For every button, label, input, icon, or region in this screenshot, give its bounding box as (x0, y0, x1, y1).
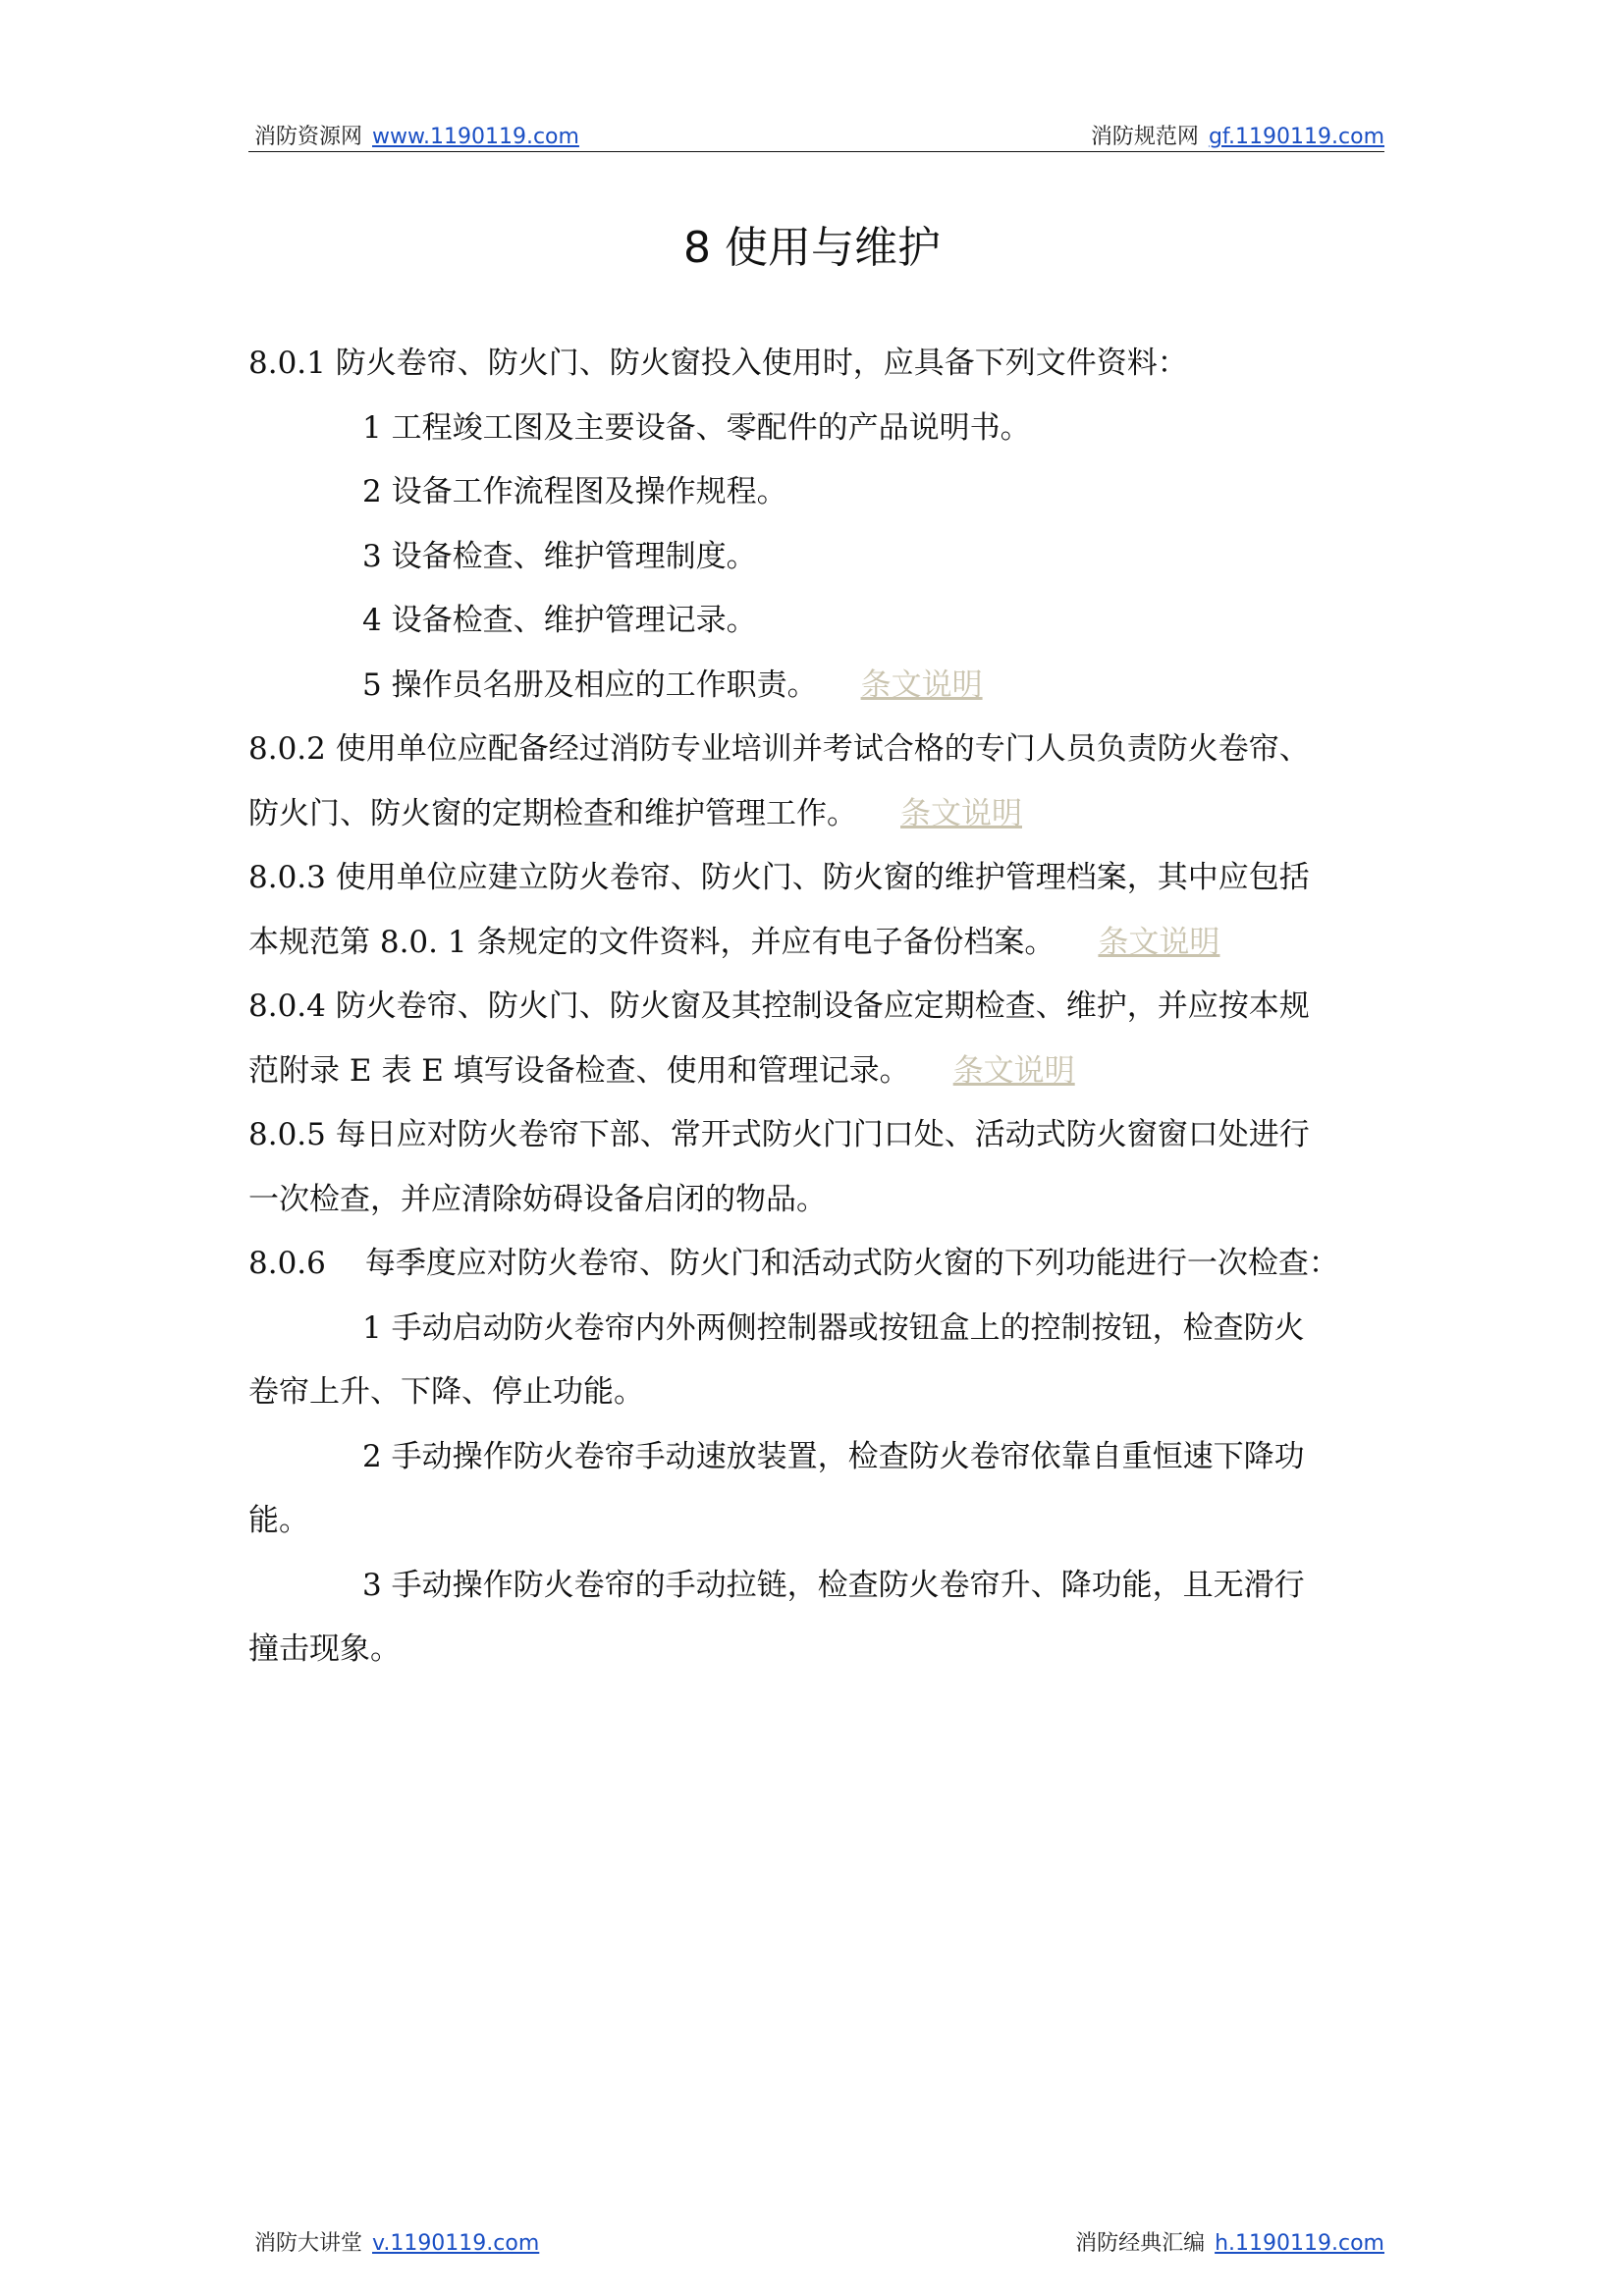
clause-8-0-3-line-2: 本规范第 8.0. 1 条规定的文件资料，并应有电子备份档案。 (248, 924, 1056, 960)
clause-8-0-1-item-1: 1 工程竣工图及主要设备、零配件的产品说明书。 (362, 409, 1031, 446)
clause-8-0-1-item-5: 5 操作员名册及相应的工作职责。 (362, 667, 818, 703)
clause-8-0-2-line-1: 8.0.2 使用单位应配备经过消防专业培训并考试合格的专门人员负责防火卷帘、 (248, 731, 1310, 767)
clause-8-0-6-item-1-line-2: 卷帘上升、下降、停止功能。 (248, 1374, 644, 1410)
footer-right-site-name: 消防经典汇编 (1075, 2231, 1206, 2256)
clause-8-0-6-item-3-line-2: 撞击现象。 (248, 1631, 401, 1667)
clause-8-0-6-item-2-line-2: 能。 (248, 1503, 309, 1538)
footer-left-link[interactable]: v.1190119.com (372, 2231, 540, 2256)
page-header (248, 120, 1384, 152)
clause-8-0-6-text: 每季度应对防火卷帘、防火门和活动式防火窗的下列功能进行一次检查： (364, 1246, 1339, 1281)
clause-8-0-1-item-2: 2 设备工作流程图及操作规程。 (362, 474, 787, 509)
clause-8-0-6 (248, 1232, 1392, 1297)
header-left-site-name: 消防资源网 (254, 125, 363, 149)
clause-8-0-4-line-2-row (248, 1040, 1392, 1104)
clause-8-0-2-line-2: 防火门、防火窗的定期检查和维护管理工作。 (248, 795, 857, 831)
clause-8-0-6-item-1-line-1: 1 手动启动防火卷帘内外两侧控制器或按钮盒上的控制按钮，检查防火 (362, 1309, 1305, 1346)
clause-8-0-1-item-3: 3 设备检查、维护管理制度。 (362, 538, 757, 574)
document-body (248, 332, 1392, 1682)
header-right-site-name: 消防规范网 (1090, 125, 1199, 149)
clause-8-0-6-number: 8.0.6 (248, 1246, 326, 1281)
clause-8-0-1-item-5-line (248, 654, 1392, 719)
page-footer (248, 2226, 1384, 2258)
header-left (254, 120, 579, 150)
clause-8-0-5-line-2: 一次检查，并应清除妨碍设备启闭的物品。 (248, 1181, 827, 1217)
clause-8-0-4-line-2: 范附录 E 表 E 填写设备检查、使用和管理记录。 (248, 1052, 910, 1089)
clause-8-0-3-line-1: 8.0.3 使用单位应建立防火卷帘、防火门、防火窗的维护管理档案，其中应包括 (248, 860, 1310, 895)
clause-8-0-2-line-2-row (248, 782, 1392, 847)
footer-right-link[interactable]: h.1190119.com (1215, 2231, 1384, 2256)
clause-8-0-4-line-1: 8.0.4 防火卷帘、防火门、防火窗及其控制设备应定期检查、维护，并应按本规 (248, 988, 1310, 1024)
footer-right (1075, 2226, 1384, 2257)
clause-8-0-1: 8.0.1 防火卷帘、防火门、防火窗投入使用时，应具备下列文件资料： (248, 346, 1188, 381)
chapter-title: 8 使用与维护 (683, 223, 941, 273)
header-left-link[interactable]: www.1190119.com (372, 125, 579, 149)
clause-8-0-1-item-4: 4 设备检查、维护管理记录。 (362, 603, 757, 638)
explanation-link[interactable]: 条文说明 (1098, 924, 1220, 960)
clause-8-0-5-line-1: 8.0.5 每日应对防火卷帘下部、常开式防火门门口处、活动式防火窗窗口处进行 (248, 1117, 1310, 1152)
clause-8-0-6-item-3-line-1: 3 手动操作防火卷帘的手动拉链，检查防火卷帘升、降功能，且无滑行 (362, 1567, 1305, 1603)
clause-8-0-3-line-2-row (248, 911, 1392, 976)
header-right-link[interactable]: gf.1190119.com (1208, 125, 1384, 149)
footer-left-site-name: 消防大讲堂 (254, 2231, 363, 2256)
footer-left (254, 2226, 539, 2257)
explanation-link[interactable]: 条文说明 (952, 1052, 1075, 1089)
clause-8-0-6-item-2-line-1: 2 手动操作防火卷帘手动速放装置，检查防火卷帘依靠自重恒速下降功 (362, 1438, 1305, 1474)
explanation-link[interactable]: 条文说明 (860, 667, 983, 703)
explanation-link[interactable]: 条文说明 (900, 795, 1022, 831)
header-right (1091, 120, 1384, 150)
